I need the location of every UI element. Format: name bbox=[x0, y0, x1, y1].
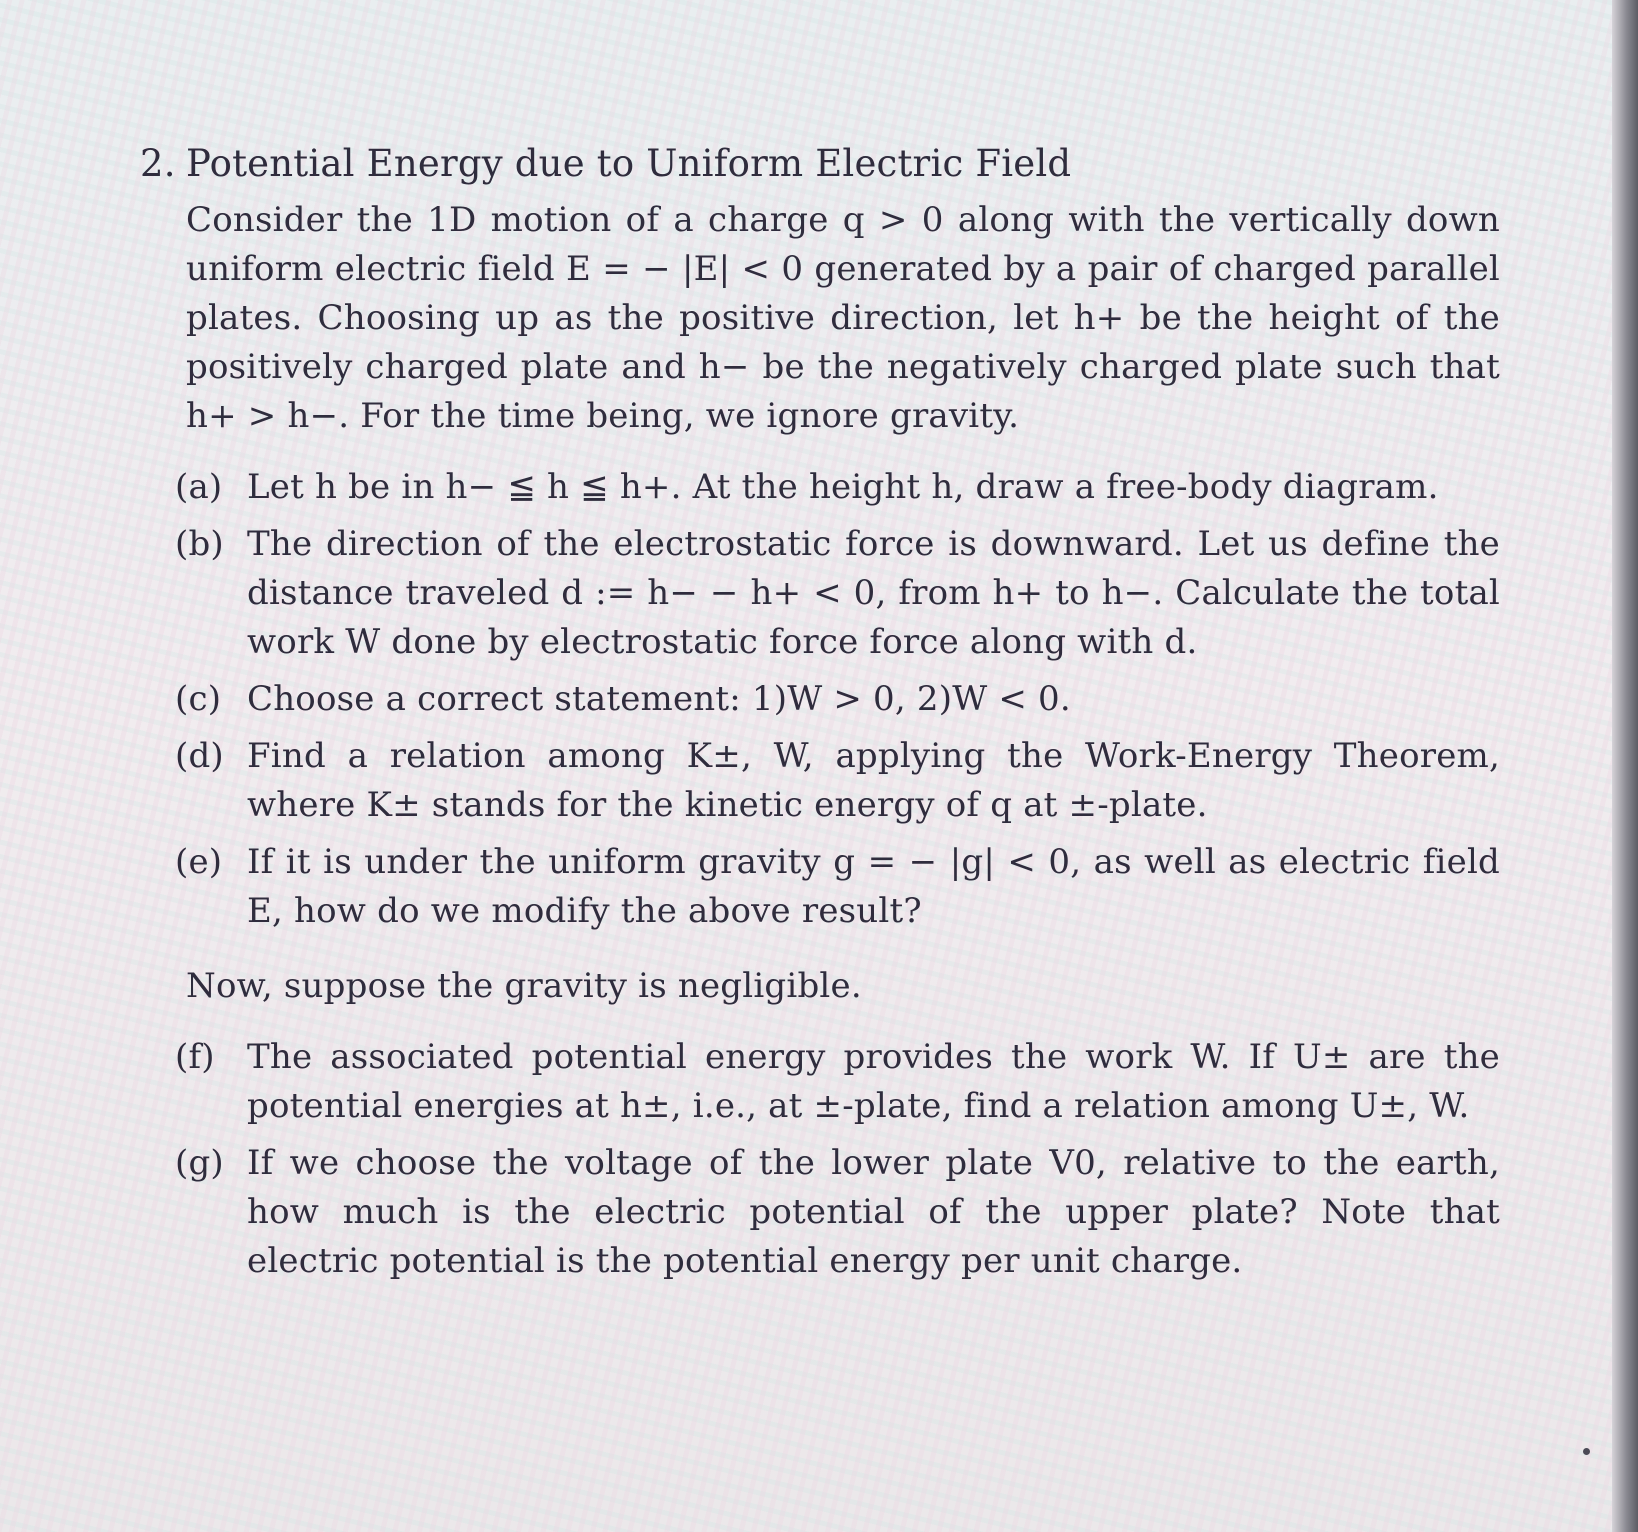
parts-list-second bbox=[140, 1033, 1500, 1286]
problem-title: Potential Energy due to Uniform Electric Field bbox=[186, 142, 1072, 185]
part-b-text: The direction of the electrostatic force is downward. Let us define the distance traveled d := h− − h+ < 0, from h+ to h−. Calculate the total work W done by electrostatic force force along with d. bbox=[247, 524, 1500, 662]
monitor-bezel-edge bbox=[1612, 0, 1638, 1532]
part-g bbox=[175, 1139, 1500, 1286]
part-a bbox=[175, 463, 1500, 512]
dust-speck bbox=[1583, 1448, 1590, 1455]
part-a-text: Let h be in h− ≦ h ≦ h+. At the height h, draw a free-body diagram. bbox=[247, 467, 1439, 507]
part-g-text: If we choose the voltage of the lower plate V0, relative to the earth, how much is the electric potential of the upper plate? Note that electric potential is the potential energy per unit charge. bbox=[247, 1143, 1500, 1281]
part-d-text: Find a relation among K±, W, applying the Work-Energy Theorem, where K± stands for the kinetic energy of q at ±-plate. bbox=[247, 736, 1500, 825]
part-e bbox=[175, 838, 1500, 936]
part-g-label: (g) bbox=[175, 1143, 224, 1183]
part-f bbox=[175, 1033, 1500, 1131]
part-d bbox=[175, 732, 1500, 830]
problem-heading bbox=[140, 138, 1500, 190]
part-b-label: (b) bbox=[175, 524, 224, 564]
part-b bbox=[175, 520, 1500, 667]
part-f-label: (f) bbox=[175, 1037, 215, 1077]
part-f-text: The associated potential energy provides the work W. If U± are the potential energies at h±, i.e., at ±-plate, find a relation among U±, W. bbox=[247, 1037, 1500, 1126]
part-d-label: (d) bbox=[175, 736, 224, 776]
middle-note: Now, suppose the gravity is negligible. bbox=[186, 966, 862, 1006]
problem-number: 2. bbox=[140, 142, 176, 185]
part-c bbox=[175, 675, 1500, 724]
part-c-text: Choose a correct statement: 1)W > 0, 2)W < 0. bbox=[247, 679, 1071, 719]
part-e-label: (e) bbox=[175, 842, 223, 882]
problem-sheet bbox=[140, 138, 1500, 1294]
problem-intro: Consider the 1D motion of a charge q > 0 along with the vertically down uniform electric field E = − |E| < 0 generated by a pair of charged parallel plates. Choosing up as the positive direction, let h+ be the height of the positively charged plate and h− be the negatively charged plate such that h+ > h−. For the time being, we ignore gravity. bbox=[186, 200, 1500, 436]
parts-list-first bbox=[140, 463, 1500, 936]
part-e-text: If it is under the uniform gravity g = − |g| < 0, as well as electric field E, how do we modify the above result? bbox=[247, 842, 1500, 931]
part-a-label: (a) bbox=[175, 467, 223, 507]
part-c-label: (c) bbox=[175, 679, 222, 719]
